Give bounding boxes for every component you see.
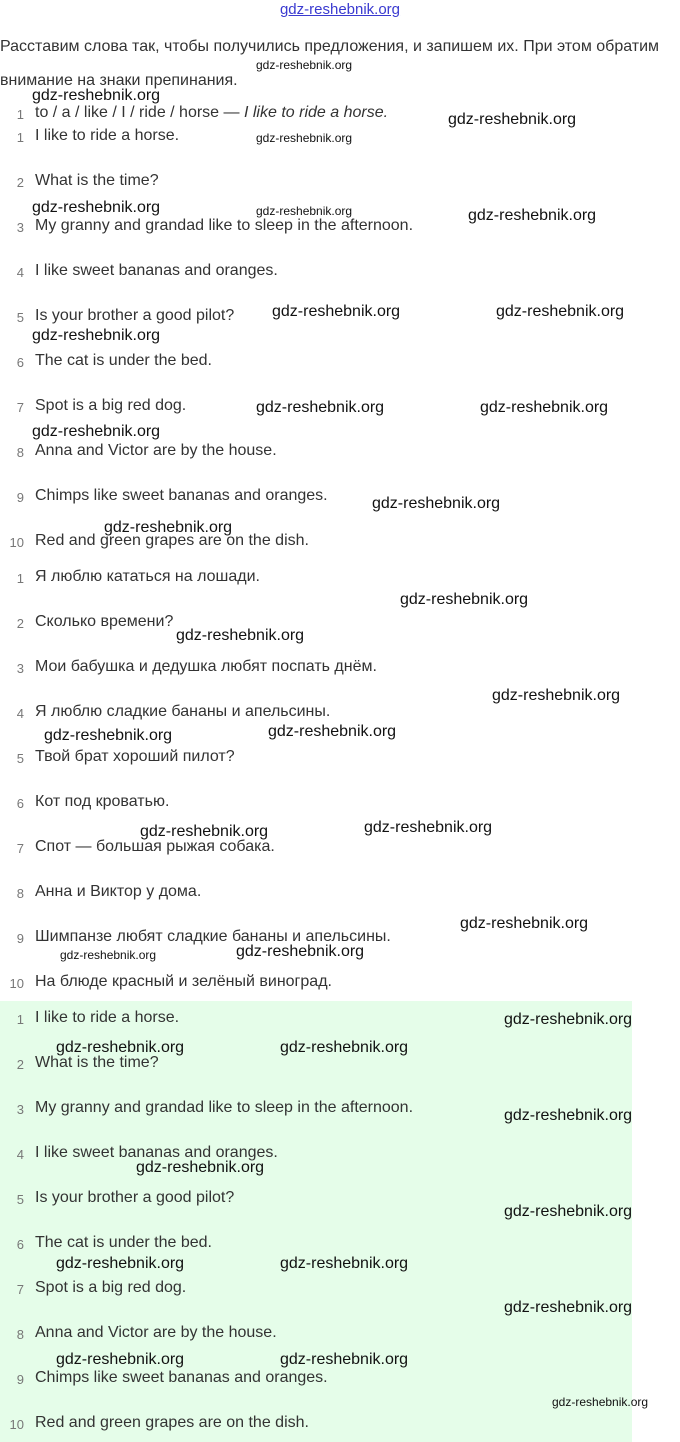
item-text: Мои бабушка и дедушка любят поспать днём. xyxy=(35,658,377,675)
watermark: gdz-reshebnik.org xyxy=(104,519,233,536)
list-item xyxy=(0,1323,680,1347)
watermark: gdz-reshebnik.org xyxy=(272,303,401,320)
item-number: 6 xyxy=(16,1237,24,1252)
item-number: 5 xyxy=(16,751,24,766)
watermark: gdz-reshebnik.org xyxy=(460,915,589,932)
list-item xyxy=(0,1233,680,1257)
watermark: gdz-reshebnik.org xyxy=(32,87,161,104)
watermark: gdz-reshebnik.org xyxy=(280,1255,409,1272)
example-row xyxy=(0,103,680,125)
item-number: 3 xyxy=(16,1102,24,1117)
item-number: 10 xyxy=(9,535,24,550)
site-header-link[interactable]: gdz-reshebnik.org xyxy=(279,1,401,18)
example-result: I like to ride a horse. xyxy=(243,104,389,121)
item-text: Я люблю кататься на лошади. xyxy=(35,568,260,585)
watermark: gdz-reshebnik.org xyxy=(496,303,625,320)
item-text: Я люблю сладкие бананы и апельсины. xyxy=(35,703,331,720)
watermark: gdz-reshebnik.org xyxy=(504,1011,633,1028)
item-number: 6 xyxy=(16,355,24,370)
list-item xyxy=(0,261,680,285)
list-item xyxy=(0,657,680,681)
watermark: gdz-reshebnik.org xyxy=(256,131,353,145)
item-text: Сколько времени? xyxy=(35,613,174,630)
item-number: 10 xyxy=(9,1417,24,1432)
item-text: I like to ride a horse. xyxy=(35,127,180,144)
item-text: Кот под кроватью. xyxy=(35,793,170,810)
list-item xyxy=(0,1413,680,1437)
list-item xyxy=(0,486,680,510)
item-text: The cat is under the bed. xyxy=(35,1234,212,1251)
item-text: Anna and Victor are by the house. xyxy=(35,1324,277,1341)
item-text: My granny and grandad like to sleep in the afternoon. xyxy=(35,217,414,234)
example-number: 1 xyxy=(16,107,24,122)
item-number: 7 xyxy=(16,1282,24,1297)
list-item xyxy=(0,792,680,816)
watermark: gdz-reshebnik.org xyxy=(236,943,365,960)
watermark: gdz-reshebnik.org xyxy=(32,423,161,440)
list-item xyxy=(0,531,680,555)
watermark: gdz-reshebnik.org xyxy=(468,207,597,224)
list-item xyxy=(0,441,680,465)
list-item xyxy=(0,882,680,906)
watermark: gdz-reshebnik.org xyxy=(364,819,493,836)
item-text: Red and green grapes are on the dish. xyxy=(35,1414,309,1431)
item-number: 1 xyxy=(16,571,24,586)
list-item xyxy=(0,1143,680,1167)
item-text: Шимпанзе любят сладкие бананы и апельсины. xyxy=(35,928,391,945)
item-number: 3 xyxy=(16,220,24,235)
item-text: I like sweet bananas and oranges. xyxy=(35,1144,278,1161)
watermark: gdz-reshebnik.org xyxy=(256,58,353,72)
item-text: I like sweet bananas and oranges. xyxy=(35,262,278,279)
item-text: My granny and grandad like to sleep in the afternoon. xyxy=(35,1099,414,1116)
watermark: gdz-reshebnik.org xyxy=(280,1039,409,1056)
watermark: gdz-reshebnik.org xyxy=(448,111,577,128)
item-number: 1 xyxy=(16,1012,24,1027)
watermark: gdz-reshebnik.org xyxy=(44,727,173,744)
watermark: gdz-reshebnik.org xyxy=(504,1107,633,1124)
item-number: 1 xyxy=(16,130,24,145)
item-text: Is your brother a good pilot? xyxy=(35,1189,235,1206)
item-number: 8 xyxy=(16,1327,24,1342)
item-number: 3 xyxy=(16,661,24,676)
item-text: На блюде красный и зелёный виноград. xyxy=(35,973,332,990)
item-text: Is your brother a good pilot? xyxy=(35,307,235,324)
list-item xyxy=(0,1368,680,1392)
list-item xyxy=(0,171,680,195)
item-text: What is the time? xyxy=(35,1054,159,1071)
item-text: I like to ride a horse. xyxy=(35,1009,180,1026)
item-number: 8 xyxy=(16,445,24,460)
item-number: 5 xyxy=(16,1192,24,1207)
watermark: gdz-reshebnik.org xyxy=(56,1039,185,1056)
watermark: gdz-reshebnik.org xyxy=(256,399,385,416)
item-number: 7 xyxy=(16,400,24,415)
item-text: Anna and Victor are by the house. xyxy=(35,442,277,459)
watermark: gdz-reshebnik.org xyxy=(32,199,161,216)
watermark: gdz-reshebnik.org xyxy=(56,1351,185,1368)
watermark: gdz-reshebnik.org xyxy=(136,1159,265,1176)
watermark: gdz-reshebnik.org xyxy=(504,1203,633,1220)
item-number: 9 xyxy=(16,490,24,505)
item-number: 8 xyxy=(16,886,24,901)
watermark: gdz-reshebnik.org xyxy=(256,204,353,218)
watermark: gdz-reshebnik.org xyxy=(176,627,305,644)
list-item xyxy=(0,837,680,861)
item-text: Chimps like sweet bananas and oranges. xyxy=(35,1369,328,1386)
example-words: to / a / like / I / ride / horse xyxy=(35,104,220,121)
item-number: 6 xyxy=(16,796,24,811)
list-item xyxy=(0,747,680,771)
watermark: gdz-reshebnik.org xyxy=(480,399,609,416)
watermark: gdz-reshebnik.org xyxy=(492,687,621,704)
watermark: gdz-reshebnik.org xyxy=(552,1395,649,1409)
watermark: gdz-reshebnik.org xyxy=(32,327,161,344)
item-text: Анна и Виктор у дома. xyxy=(35,883,202,900)
task-intro: Расставим слова так, чтобы получились предложения, и запишем их. При этом обратим внимание на знаки препинания. xyxy=(0,38,660,89)
item-number: 9 xyxy=(16,1372,24,1387)
watermark: gdz-reshebnik.org xyxy=(140,823,269,840)
item-number: 10 xyxy=(9,976,24,991)
item-number: 2 xyxy=(16,616,24,631)
list-item xyxy=(0,972,680,996)
watermark: gdz-reshebnik.org xyxy=(504,1299,633,1316)
item-text: Spot is a big red dog. xyxy=(35,397,187,414)
example-dash: — xyxy=(223,104,240,121)
watermark: gdz-reshebnik.org xyxy=(60,948,157,962)
item-text: Спот — большая рыжая собака. xyxy=(35,838,275,855)
item-number: 9 xyxy=(16,931,24,946)
watermark: gdz-reshebnik.org xyxy=(372,495,501,512)
item-number: 7 xyxy=(16,841,24,856)
item-number: 4 xyxy=(16,265,24,280)
item-number: 2 xyxy=(16,1057,24,1072)
watermark: gdz-reshebnik.org xyxy=(268,723,397,740)
item-text: Chimps like sweet bananas and oranges. xyxy=(35,487,328,504)
item-number: 2 xyxy=(16,175,24,190)
list-item xyxy=(0,351,680,375)
item-number: 4 xyxy=(16,706,24,721)
list-item xyxy=(0,567,680,591)
item-text: The cat is under the bed. xyxy=(35,352,212,369)
item-number: 4 xyxy=(16,1147,24,1162)
example-line xyxy=(35,104,388,122)
watermark: gdz-reshebnik.org xyxy=(280,1351,409,1368)
watermark: gdz-reshebnik.org xyxy=(400,591,529,608)
list-item xyxy=(0,612,680,636)
item-text: Red and green grapes are on the dish. xyxy=(35,532,309,549)
item-text: What is the time? xyxy=(35,172,159,189)
item-text: Spot is a big red dog. xyxy=(35,1279,187,1296)
item-number: 5 xyxy=(16,310,24,325)
watermark: gdz-reshebnik.org xyxy=(56,1255,185,1272)
item-text: Твой брат хороший пилот? xyxy=(35,748,235,765)
